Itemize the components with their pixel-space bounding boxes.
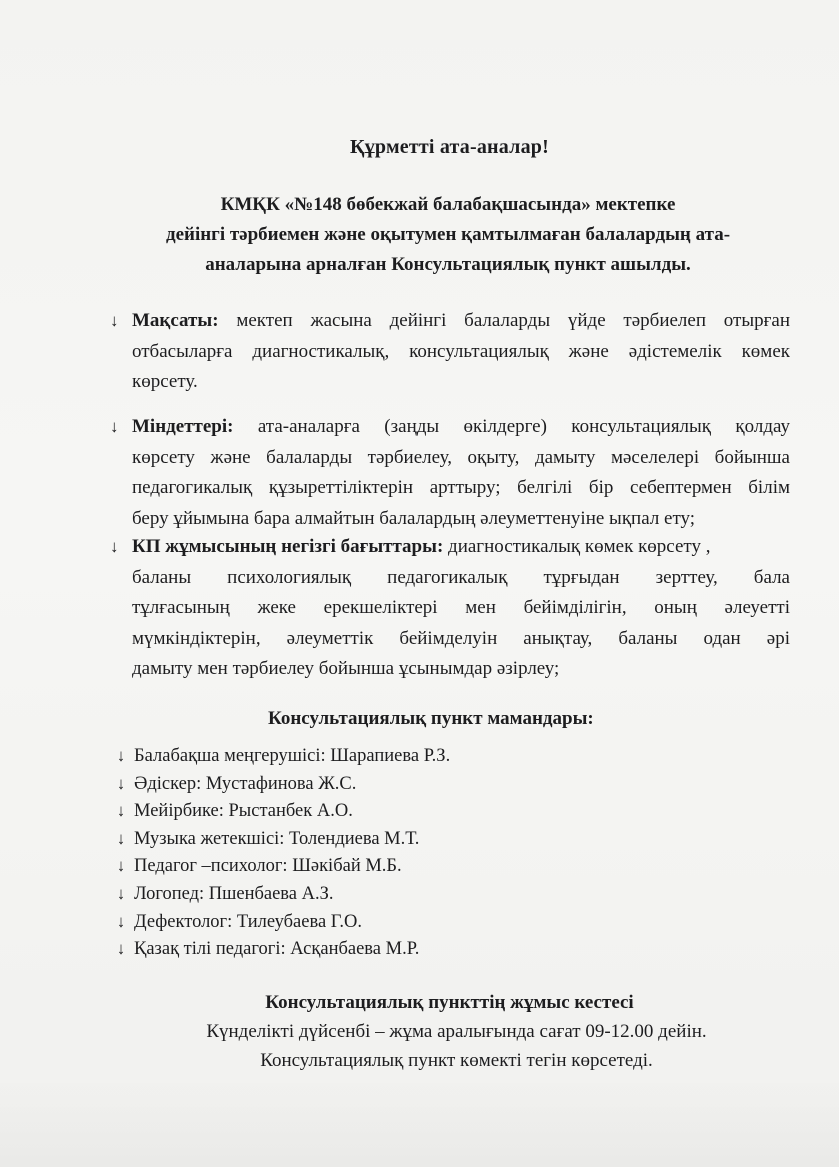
section-goal-line: көрсету. — [132, 371, 198, 392]
section-goal — [110, 306, 790, 398]
specialist-text: Әдіскер: Мустафинова Ж.С. — [134, 773, 357, 794]
specialist-text: Музыка жетекшісі: Толендиева М.Т. — [134, 828, 420, 849]
section-goal-line: отбасыларға диагностикалық, консультациялық және әдістемелік көмек — [132, 340, 790, 362]
arrow-down-icon: ↓ — [116, 883, 126, 903]
schedule-block — [0, 988, 839, 1075]
schedule-line-1: Күнделікті дүйсенбі – жұма аралығында сағат 09-12.00 дейін. — [206, 1021, 707, 1042]
list-item — [112, 852, 450, 880]
arrow-down-icon: ↓ — [110, 417, 119, 436]
specialist-text: Педагог –психолог: Шәкібай М.Б. — [134, 856, 402, 877]
section-tasks-continuation — [110, 443, 790, 535]
specialist-text: Мейірбике: Рыстанбек А.О. — [134, 801, 353, 822]
list-item — [112, 742, 450, 770]
specialist-text: Дефектолог: Тилеубаева Г.О. — [134, 911, 363, 932]
arrow-down-icon: ↓ — [110, 311, 119, 330]
section-directions-line: тұлғасының жеке ерекшеліктері мен бейімділігін, оның әлеуетті — [132, 597, 790, 618]
specialist-text: Қазақ тілі педагогі: Асқанбаева М.Р. — [134, 939, 420, 960]
arrow-down-icon: ↓ — [116, 801, 126, 821]
section-goal-text: мектеп жасына дейінгі балаларды үйде тәрбиелеп отырған — [236, 310, 790, 331]
section-directions-label: КП жұмысының негізгі бағыттары: — [132, 536, 444, 557]
section-directions-line: мүмкіндіктерін, әлеуметтік бейімделуін анықтау, баланы одан әрі — [132, 627, 790, 649]
section-directions-line: дамыту мен тәрбиелеу бойынша ұсынымдар әзірлеу; — [132, 658, 560, 679]
announcement-line-2: дейінгі тәрбиемен және оқытумен қамтылмаған балалардың ата- — [165, 224, 731, 245]
section-tasks-line: педагогикалық құзыреттіліктерін арттыру; белгілі бір себептермен білім — [132, 477, 790, 498]
arrow-down-icon: ↓ — [116, 828, 126, 848]
list-item — [112, 797, 450, 825]
section-directions-first-row — [110, 532, 790, 563]
specialists-list — [112, 742, 450, 963]
announcement-line-3: аналарына арналған Консультациялық пункт ашылды. — [205, 254, 691, 275]
section-directions — [110, 532, 790, 685]
arrow-down-icon: ↓ — [116, 939, 126, 959]
section-tasks-line: көрсету және балаларды тәрбиелеу, оқыту, дамыту мәселелері бойынша — [132, 446, 790, 468]
arrow-down-icon: ↓ — [110, 537, 119, 556]
specialist-text: Балабақша меңгерушісі: Шарапиева Р.З. — [134, 746, 451, 766]
arrow-down-icon: ↓ — [116, 856, 126, 876]
list-item — [112, 770, 450, 798]
schedule-title: Консультациялық пункттің жұмыс кестесі — [265, 992, 634, 1013]
arrow-down-icon: ↓ — [116, 773, 126, 793]
specialists-title: Консультациялық пункт мамандары: — [268, 708, 594, 729]
section-tasks-text: ата-аналарға (заңды өкілдерге) консультациялық қолдау — [257, 416, 790, 437]
greeting-heading: Құрметті ата-аналар! — [350, 136, 549, 158]
specialist-text: Логопед: Пшенбаева А.З. — [134, 883, 334, 904]
arrow-down-icon: ↓ — [116, 746, 126, 765]
section-directions-text: диагностикалық көмек көрсету , — [448, 536, 711, 557]
list-item — [112, 908, 450, 936]
arrow-down-icon: ↓ — [116, 911, 126, 931]
section-tasks-first-row — [110, 412, 790, 443]
section-goal-label: Мақсаты: — [132, 310, 219, 331]
announcement-heading — [108, 190, 788, 280]
list-item — [112, 880, 450, 908]
section-tasks-label: Міндеттері: — [132, 416, 234, 437]
list-item — [112, 825, 450, 853]
section-directions-line: баланы психологиялық педагогикалық тұрғыдан зерттеу, бала — [132, 566, 790, 588]
list-item — [112, 935, 450, 963]
section-directions-continuation — [110, 563, 790, 685]
section-goal-first-row — [110, 306, 790, 337]
announcement-line-1: КМҚК «№148 бөбекжай балабақшасында» мектепке — [220, 194, 676, 215]
section-tasks — [110, 412, 790, 534]
section-tasks-line: беру ұйымына бара алмайтын балалардың әлеуметтенуіне ықпал ету; — [132, 507, 696, 529]
section-goal-continuation — [110, 337, 790, 398]
schedule-line-2: Консультациялық пункт көмекті тегін көрсетеді. — [260, 1050, 653, 1071]
